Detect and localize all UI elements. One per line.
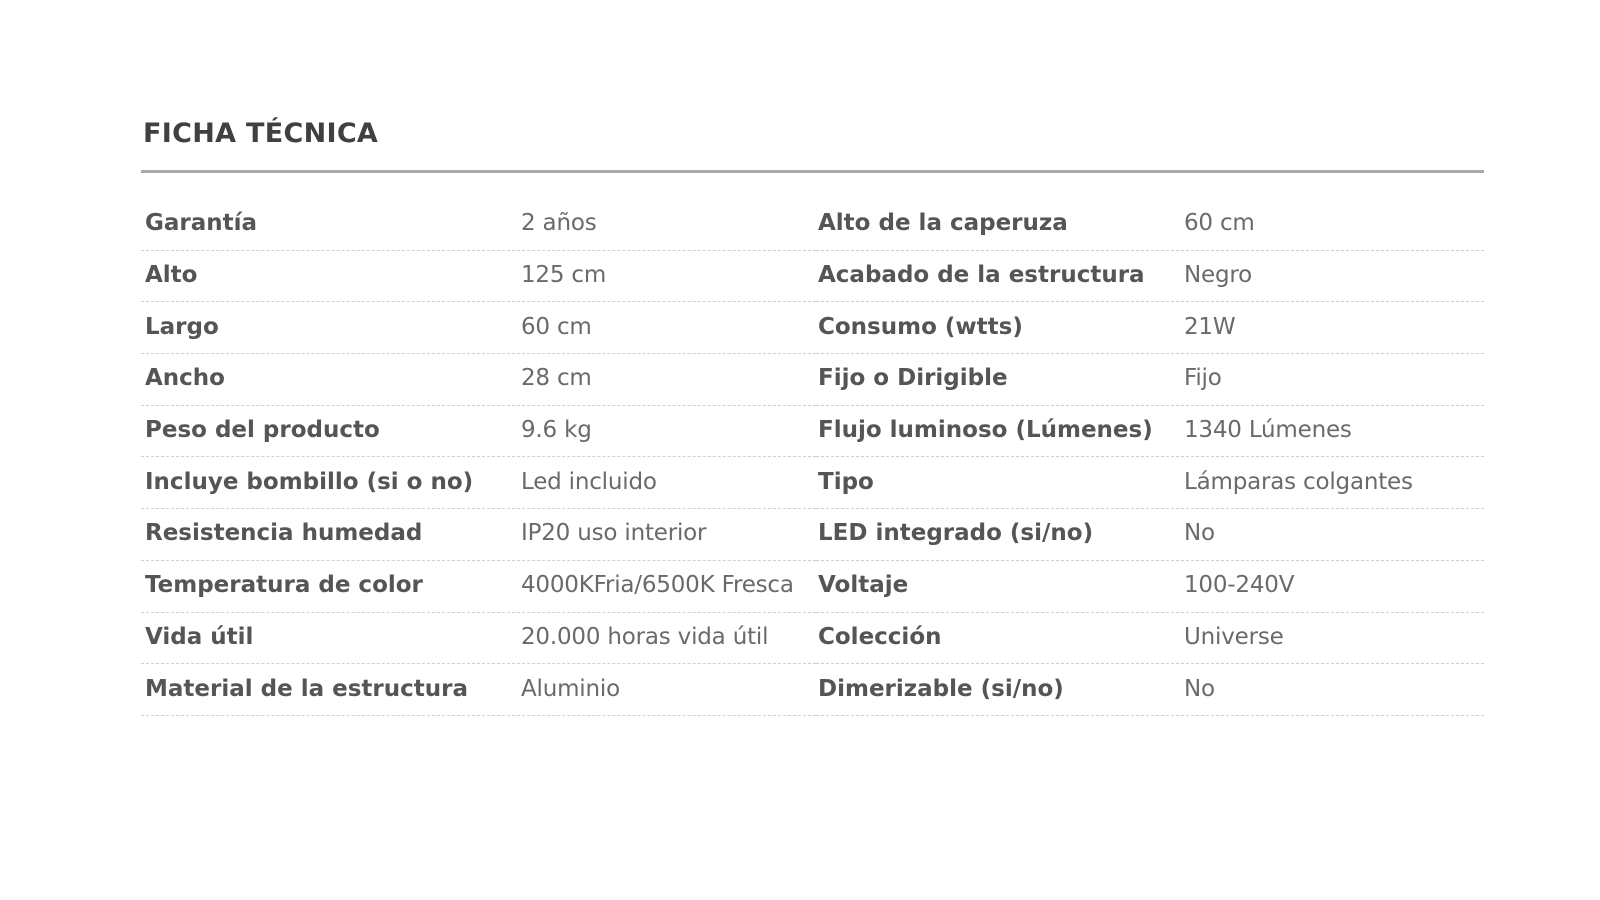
spec-value: 20.000 horas vida útil: [521, 623, 769, 650]
spec-row: [816, 302, 1484, 354]
spec-row: [816, 354, 1484, 406]
spec-value: No: [1184, 675, 1215, 702]
spec-label: Voltaje: [818, 572, 909, 599]
spec-row: [141, 509, 816, 561]
spec-row: [141, 406, 816, 458]
spec-label: Alto de la caperuza: [818, 210, 1068, 237]
spec-value: 60 cm: [521, 313, 592, 340]
spec-row: [816, 251, 1484, 303]
spec-value: No: [1184, 520, 1215, 547]
spec-row: [141, 354, 816, 406]
spec-row: [141, 302, 816, 354]
spec-label: Vida útil: [145, 623, 254, 650]
spec-label: LED integrado (si/no): [818, 520, 1094, 547]
spec-label: Acabado de la estructura: [818, 262, 1145, 289]
technical-sheet: [141, 116, 1484, 716]
spec-label: Tipo: [818, 468, 874, 495]
spec-value: Fijo: [1184, 365, 1222, 392]
spec-row: [816, 199, 1484, 251]
spec-row: [816, 509, 1484, 561]
spec-value: Negro: [1184, 262, 1252, 289]
sheet-title: FICHA TÉCNICA: [143, 118, 379, 149]
spec-row: [141, 613, 816, 665]
spec-value: 28 cm: [521, 365, 592, 392]
spec-row: [816, 457, 1484, 509]
spec-row: [141, 457, 816, 509]
spec-label: Flujo luminoso (Lúmenes): [818, 417, 1153, 444]
spec-label: Peso del producto: [145, 417, 380, 444]
spec-row: [816, 561, 1484, 613]
spec-value: 125 cm: [521, 262, 607, 289]
spec-value: IP20 uso interior: [521, 520, 707, 547]
spec-value: 60 cm: [1184, 210, 1255, 237]
spec-row: [816, 406, 1484, 458]
spec-value: Aluminio: [521, 675, 620, 702]
spec-label: Material de la estructura: [145, 675, 468, 702]
spec-column-right: [816, 199, 1484, 716]
spec-column-left: [141, 199, 816, 716]
spec-label: Fijo o Dirigible: [818, 365, 1008, 392]
spec-label: Colección: [818, 623, 942, 650]
spec-label: Largo: [145, 313, 219, 340]
spec-label: Resistencia humedad: [145, 520, 423, 547]
spec-label: Dimerizable (si/no): [818, 675, 1064, 702]
spec-row: [816, 664, 1484, 716]
spec-label: Consumo (wtts): [818, 313, 1023, 340]
spec-value: 9.6 kg: [521, 417, 592, 444]
spec-row: [141, 199, 816, 251]
spec-value: 4000KFria/6500K Fresca: [521, 572, 794, 599]
spec-label: Ancho: [145, 365, 225, 392]
title-divider: [141, 170, 1484, 173]
spec-value: Universe: [1184, 623, 1284, 650]
spec-label: Temperatura de color: [145, 572, 423, 599]
spec-label: Garantía: [145, 210, 258, 237]
spec-value: 1340 Lúmenes: [1184, 417, 1352, 444]
spec-label: Alto: [145, 262, 198, 289]
spec-row: [141, 664, 816, 716]
spec-value: 100-240V: [1184, 572, 1295, 599]
spec-value: 21W: [1184, 313, 1236, 340]
spec-value: Led incluido: [521, 468, 657, 495]
spec-value: Lámparas colgantes: [1184, 468, 1413, 495]
spec-row: [141, 561, 816, 613]
spec-value: 2 años: [521, 210, 597, 237]
spec-label: Incluye bombillo (si o no): [145, 468, 474, 495]
spec-row: [816, 613, 1484, 665]
spec-table: [141, 199, 1484, 716]
spec-row: [141, 251, 816, 303]
